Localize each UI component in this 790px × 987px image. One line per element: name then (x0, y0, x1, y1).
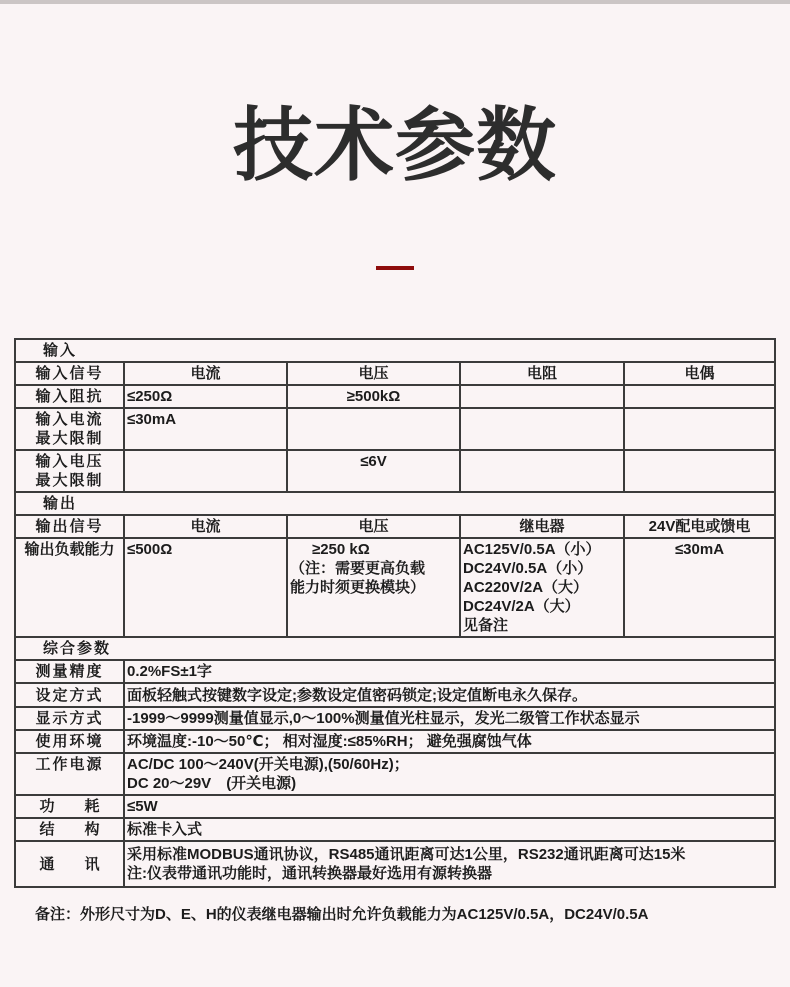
cell-accuracy-value: 0.2%FS±1字 (124, 660, 775, 683)
cell-input-signal-label: 输入信号 (15, 362, 124, 385)
section-title-general: 综合参数 (15, 637, 775, 660)
cell-load-label: 输出负载能力 (15, 538, 124, 637)
cell-impedance-thermocouple (624, 385, 775, 408)
cell-communication-value: 采用标准MODBUS通讯协议，RS485通讯距离可达1公里，RS232通讯距离可达15米 注:仪表带通讯功能时，通讯转换器最好选用有源转换器 (124, 841, 775, 887)
page-title: 技术参数 (233, 101, 557, 190)
cell-display-value: -1999～9999测量值显示,0～100%测量值光柱显示，发光二级管工作状态显示 (124, 707, 775, 730)
cell-load-current: ≤500Ω (124, 538, 287, 637)
row-display (15, 707, 775, 730)
cell-load-feed: ≤30mA (624, 538, 775, 637)
cell-max-voltage-value: ≤6V (287, 450, 460, 492)
row-output-header (15, 515, 775, 538)
cell-max-current-voltage (287, 408, 460, 450)
cell-output-col-relay: 继电器 (460, 515, 624, 538)
cell-power-supply-value: AC/DC 100～240V(开关电源),(50/60Hz)； DC 20～29V (开关电源) (124, 753, 775, 795)
remark-note: 备注：外形尺寸为D、E、H的仪表继电器输出时允许负载能力为AC125V/0.5A，DC24V/0.5A (35, 906, 649, 923)
row-section-output (15, 492, 775, 515)
cell-input-col-current: 电流 (124, 362, 287, 385)
cell-environment-label: 使用环境 (15, 730, 124, 753)
cell-consumption-value: ≤5W (124, 795, 775, 818)
cell-environment-value: 环境温度:-10～50℃； 相对湿度:≤85%RH； 避免强腐蚀气体 (124, 730, 775, 753)
cell-input-col-resistance: 电阻 (460, 362, 624, 385)
cell-output-signal-label: 输出信号 (15, 515, 124, 538)
row-input-max-current (15, 408, 775, 450)
cell-output-col-voltage: 电压 (287, 515, 460, 538)
cell-setting-label: 设定方式 (15, 683, 124, 707)
cell-input-col-voltage: 电压 (287, 362, 460, 385)
cell-setting-value: 面板轻触式按键数字设定;参数设定值密码锁定;设定值断电永久保存。 (124, 683, 775, 707)
row-section-general (15, 637, 775, 660)
cell-max-current-label: 输入电流 最大限制 (15, 408, 124, 450)
cell-consumption-label: 功 耗 (15, 795, 124, 818)
section-title-output: 输出 (15, 492, 775, 515)
cell-max-voltage-thermocouple (624, 450, 775, 492)
row-input-header (15, 362, 775, 385)
cell-max-current-value: ≤30mA (124, 408, 287, 450)
row-output-load (15, 538, 775, 637)
row-input-max-voltage (15, 450, 775, 492)
cell-output-col-current: 电流 (124, 515, 287, 538)
cell-structure-value: 标准卡入式 (124, 818, 775, 841)
cell-max-voltage-resistance (460, 450, 624, 492)
cell-display-label: 显示方式 (15, 707, 124, 730)
row-consumption (15, 795, 775, 818)
row-communication (15, 841, 775, 887)
cell-max-voltage-current (124, 450, 287, 492)
cell-impedance-voltage: ≥500kΩ (287, 385, 460, 408)
title-underline-dash (376, 266, 414, 270)
row-accuracy (15, 660, 775, 683)
cell-structure-label: 结 构 (15, 818, 124, 841)
cell-impedance-current: ≤250Ω (124, 385, 287, 408)
cell-power-supply-label: 工作电源 (15, 753, 124, 795)
cell-load-voltage: ≥250 kΩ （注：需要更高负载 能力时须更换模块） (287, 538, 460, 637)
row-structure (15, 818, 775, 841)
cell-output-col-24v: 24V配电或馈电 (624, 515, 775, 538)
cell-impedance-label: 输入阻抗 (15, 385, 124, 408)
row-power-supply (15, 753, 775, 795)
cell-load-relay: AC125V/0.5A（小） DC24V/0.5A（小） AC220V/2A（大） DC24V/2A（大） 见备注 (460, 538, 624, 637)
cell-impedance-resistance (460, 385, 624, 408)
row-section-input (15, 339, 775, 362)
row-input-impedance (15, 385, 775, 408)
cell-input-col-thermocouple: 电偶 (624, 362, 775, 385)
row-environment (15, 730, 775, 753)
cell-accuracy-label: 测量精度 (15, 660, 124, 683)
spec-table (14, 338, 776, 888)
section-title-input: 输入 (15, 339, 775, 362)
cell-max-current-resistance (460, 408, 624, 450)
row-setting (15, 683, 775, 707)
cell-max-current-thermocouple (624, 408, 775, 450)
top-divider-bar (0, 0, 790, 4)
cell-communication-label: 通 讯 (15, 841, 124, 887)
cell-max-voltage-label: 输入电压 最大限制 (15, 450, 124, 492)
